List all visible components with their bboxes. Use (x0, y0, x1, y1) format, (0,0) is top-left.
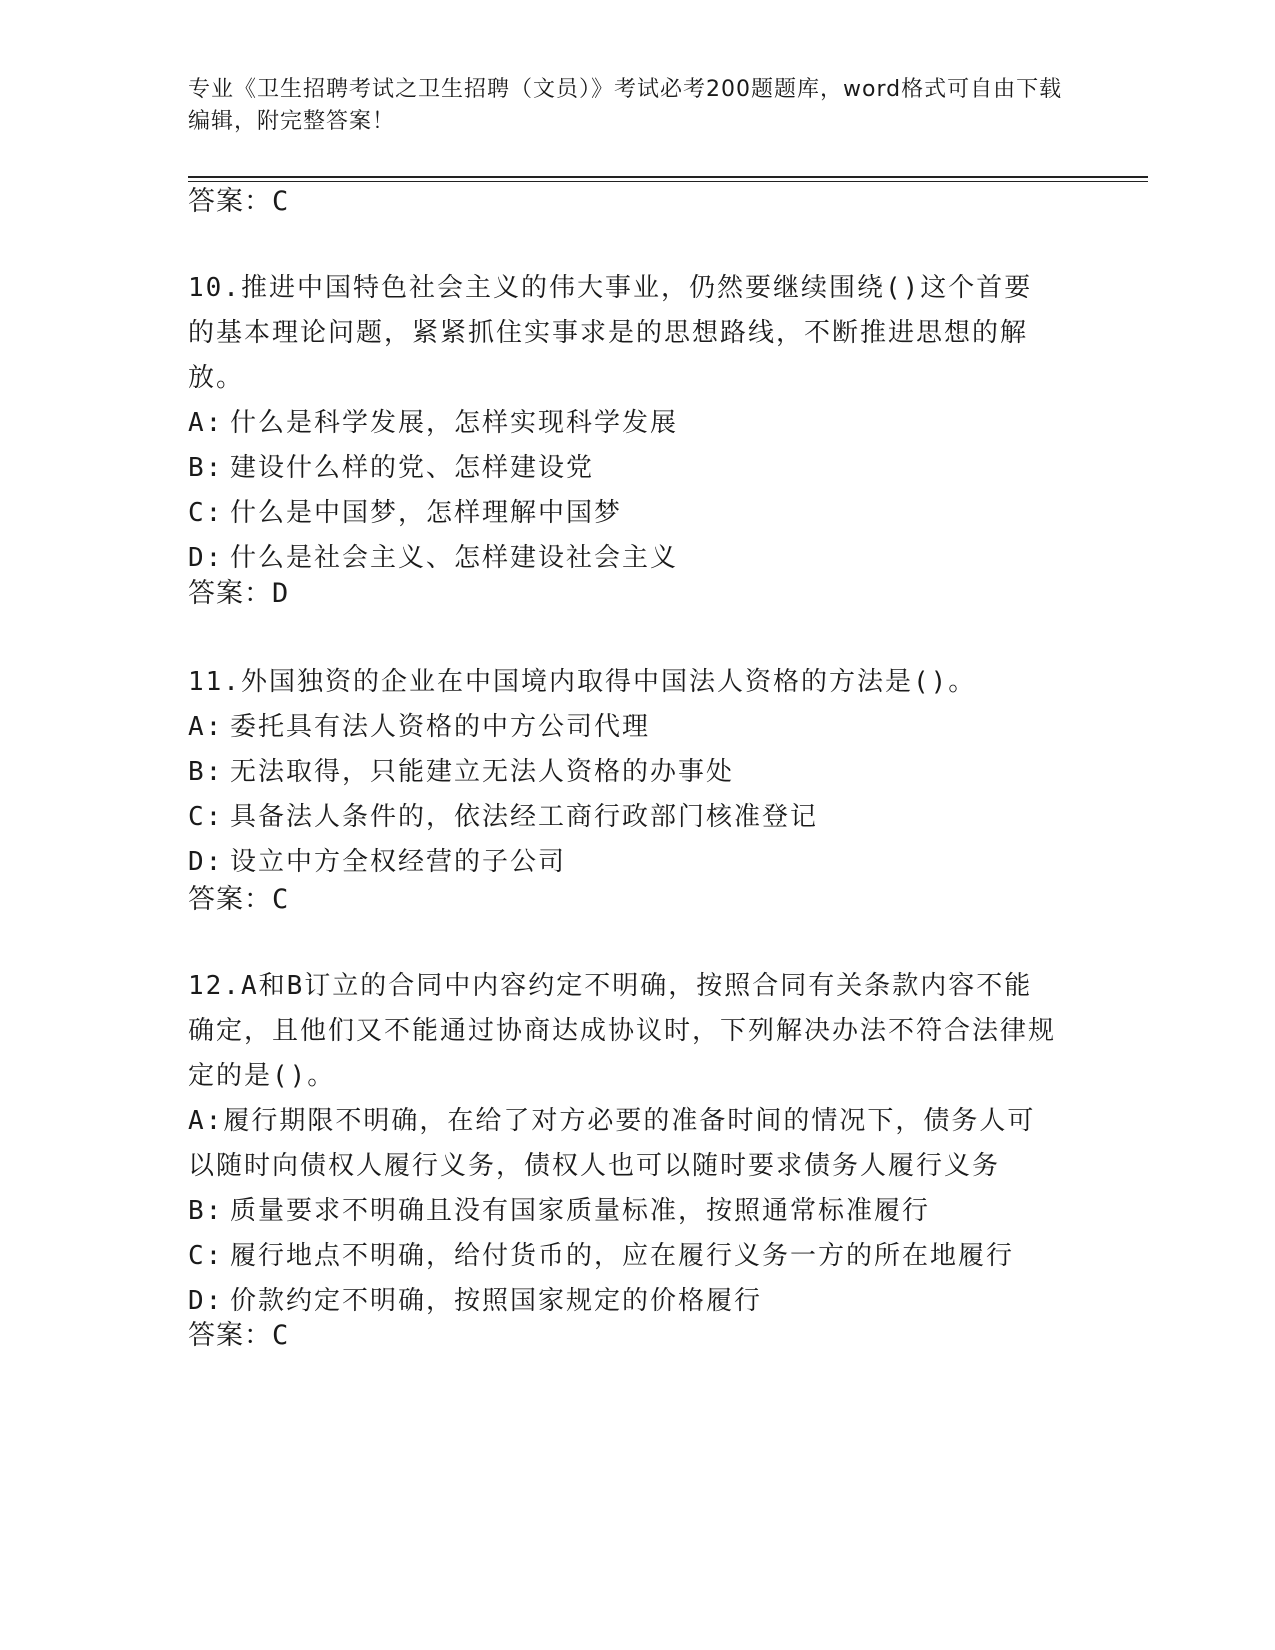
option-c (188, 1234, 1058, 1279)
question-11 (188, 660, 1058, 885)
option-a (188, 401, 1058, 446)
option-text: 质量要求不明确且没有国家质量标准，按照通常标准履行 (230, 1196, 931, 1226)
option-label: B: (188, 1196, 224, 1226)
answer-letter: D (272, 578, 290, 609)
option-label: C: (188, 498, 224, 528)
option-label: B: (188, 453, 224, 483)
question-stem (188, 964, 1058, 1099)
page-header: 专业《卫生招聘考试之卫生招聘（文员）》考试必考200题题库，word格式可自由下载编辑，附完整答案！ (188, 77, 1063, 134)
header-rule-thin (188, 181, 1148, 182)
option-text: 价款约定不明确，按照国家规定的价格履行 (230, 1286, 763, 1316)
option-text: 设立中方全权经营的子公司 (230, 847, 567, 877)
question-number: 11. (188, 667, 241, 697)
option-text: 无法取得，只能建立无法人资格的办事处 (230, 757, 735, 787)
option-label: A: (188, 712, 224, 742)
option-text: 什么是科学发展，怎样实现科学发展 (230, 408, 679, 438)
question-stem (188, 266, 1058, 401)
question-number: 10. (188, 273, 241, 303)
option-text: 建设什么样的党、怎样建设党 (230, 453, 595, 483)
option-text: 履行地点不明确，给付货币的，应在履行义务一方的所在地履行 (230, 1241, 1015, 1271)
question-number: 12. (188, 971, 241, 1001)
question-text: 推进中国特色社会主义的伟大事业，仍然要继续围绕()这个首要的基本理论问题，紧紧抓住实事求是的思想路线，不断推进思想的解放。 (188, 273, 1033, 393)
option-text: 具备法人条件的，依法经工商行政部门核准登记 (230, 802, 819, 832)
question-text: 外国独资的企业在中国境内取得中国法人资格的方法是()。 (240, 667, 977, 697)
document-page (188, 0, 1148, 1650)
header-rule-thick (188, 176, 1148, 178)
answer-letter: C (272, 1320, 290, 1351)
question-10 (188, 266, 1058, 581)
option-label: C: (188, 1241, 224, 1271)
option-c (188, 491, 1058, 536)
option-text: 什么是中国梦，怎样理解中国梦 (230, 498, 623, 528)
answer-label: 答案： (188, 186, 272, 217)
answer-line (188, 184, 289, 220)
option-label: D: (188, 1286, 224, 1316)
answer-label: 答案： (188, 578, 272, 609)
answer-line (188, 882, 289, 918)
option-text: 委托具有法人资格的中方公司代理 (230, 712, 651, 742)
question-text: A和B订立的合同中内容约定不明确，按照合同有关条款内容不能确定，且他们又不能通过协商达成协议时，下列解决办法不符合法律规定的是()。 (188, 971, 1057, 1091)
option-b (188, 750, 1058, 795)
option-d (188, 840, 1058, 885)
option-label: D: (188, 847, 224, 877)
option-d (188, 536, 1058, 581)
answer-line (188, 1318, 289, 1354)
option-a (188, 1099, 1058, 1189)
option-text: 履行期限不明确，在给了对方必要的准备时间的情况下，债务人可以随时向债权人履行义务，债权人也可以随时要求债务人履行义务 (188, 1106, 1036, 1181)
option-label: A: (188, 408, 224, 438)
option-label: B: (188, 757, 224, 787)
option-text: 什么是社会主义、怎样建设社会主义 (230, 543, 679, 573)
option-label: D: (188, 543, 224, 573)
question-12 (188, 964, 1058, 1324)
answer-line (188, 576, 289, 612)
option-b (188, 446, 1058, 491)
option-b (188, 1189, 1058, 1234)
option-d (188, 1279, 1058, 1324)
option-label: C: (188, 802, 224, 832)
option-label: A: (188, 1106, 224, 1136)
answer-letter: C (272, 186, 290, 217)
answer-label: 答案： (188, 884, 272, 915)
answer-letter: C (272, 884, 290, 915)
question-stem (188, 660, 1058, 705)
option-c (188, 795, 1058, 840)
answer-label: 答案： (188, 1320, 272, 1351)
option-a (188, 705, 1058, 750)
